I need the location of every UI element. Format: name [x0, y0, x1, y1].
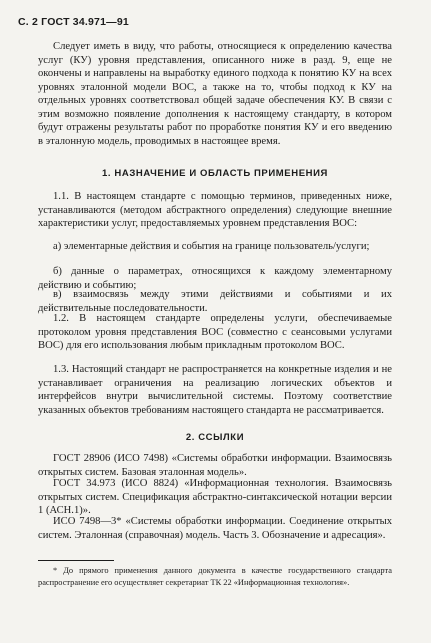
page-header: С. 2 ГОСТ 34.971—91: [18, 16, 129, 28]
reference-3: ИСО 7498—3* «Системы обработки информации. Соединение открытых систем. Эталонная (справочная) модель. Часть 3. Обозначение и адресация».: [38, 516, 392, 541]
section-2-heading: 2. ССЫЛКИ: [185, 432, 245, 443]
reference-1: ГОСТ 28906 (ИСО 7498) «Системы обработки информации. Взаимосвязь открытых систем. Базовая эталонная модель».: [38, 453, 392, 478]
intro-paragraph: Следует иметь в виду, что работы, относящиеся к определению качества услуг (КУ) уровня представления, описанного ниже в разд. 9, еще не окончены и направлены на выработку единого подхода к понятию КУ на всех уровнях эталонной модели ВОС, а также на то, чтобы подход к КУ на отдельных уровнях соответствовал общей задаче обеспечения КУ. В связи с этим возможно появление дополнения к настоящему стандарту, в котором будут отражены результаты работ по проработке понятия КУ и его введению в эталонную модель, проводимых в настоящее время.: [38, 41, 392, 147]
clause-1-3: 1.3. Настоящий стандарт не распространяется на конкретные изделия и не устанавливает ограничения на реализацию логических объектов и интерфейсов внутри вычислительной системы. Поэтому соответствие указанных объектов требованиям настоящего стандарта не рассматривается.: [38, 364, 392, 416]
reference-2: ГОСТ 34.973 (ИСО 8824) «Информационная технология. Взаимосвязь открытых систем. Спецификация абстрактно-синтаксической нотации версии 1 (АСН.1)».: [38, 478, 392, 516]
clause-1-2: 1.2. В настоящем стандарте определены услуги, обеспечиваемые протоколом уровня представления ВОС (совместно с сеансовыми услугами ВОС) для его использования любым прикладным протоколом ВОС.: [38, 313, 392, 351]
section-1-heading: 1. НАЗНАЧЕНИЕ И ОБЛАСТЬ ПРИМЕНЕНИЯ: [102, 168, 328, 179]
item-c: в) взаимосвязь между этими действиями и событиями и их действительные последовательности.: [38, 289, 392, 314]
clause-1-1: 1.1. В настоящем стандарте с помощью терминов, приведенных ниже, устанавливаются (методом абстрактного определения) следующие внешние характеристики услуг, предоставляемых уровнем представления ВОС:: [38, 191, 392, 229]
item-a: а) элементарные действия и события на границе пользователь/услуги;: [53, 241, 370, 252]
footnote-divider: [38, 560, 114, 561]
item-b: б) данные о параметрах, относящихся к каждому элементарному действию и событию;: [38, 266, 392, 291]
footnote: * До прямого применения данного документа в качестве государственного стандарта распространение его осуществляет секретариат ТК 22 «Информационная технология».: [38, 566, 392, 587]
